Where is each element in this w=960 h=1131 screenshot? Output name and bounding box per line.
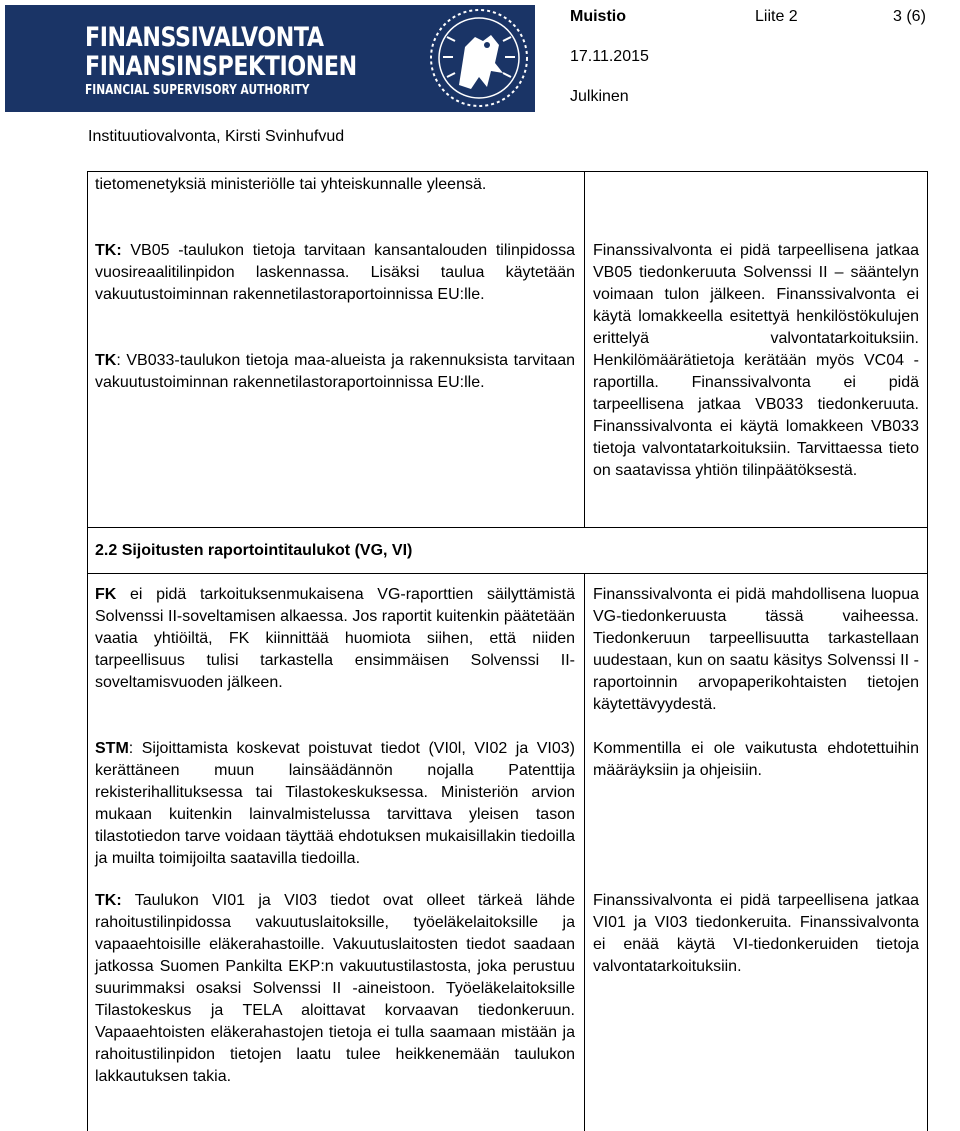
row2-right-cell [593,240,919,482]
logo-line-english: FINANCIAL SUPERVISORY AUTHORITY [85,83,310,98]
column-divider-top [584,171,585,527]
page-number: 3 (6) [893,8,926,25]
comment-text: : VB033-taulukon tietoja maa-alueista ja rakennuksista tarvitaan vakuutustoiminnan rakennetilastoraportoinnissa EU:lle. [95,352,575,391]
fiva-response-vb05-vb033: Finanssivalvonta ei pidä tarpeellisena jatkaa VB05 tiedonkeruuta Solvenssi II – sääntelyn voimaan tulon jälkeen. Finanssivalvonta ei käytä lomakkeella esitettyä henkilöstökulujen erittelyä valvontatarkoituksiin. Henkilömäärätietoja kerätään myös VC04 -raportilla. Finanssivalvonta ei pidä tarpeellisena jatkaa VB033 tiedonkeruuta. Finanssivalvonta ei käytä lomakkeen VB033 tietoja valvontatarkoituksiin. Tarvittaessa tieto on saatavissa yhtiön tilinpäätöksestä. [593,242,919,479]
document-type: Muistio [570,8,626,25]
lion-crest-icon [425,7,533,110]
author-line: Instituutiovalvonta, Kirsti Svinhufvud [88,128,345,145]
row2-left-cell [95,240,575,394]
column-divider-bottom [584,573,585,1131]
commenter-label: FK [95,586,117,603]
table-border-right [927,171,928,1131]
document-date: 17.11.2015 [570,48,649,65]
row3-right-cell [593,584,919,716]
table-border-top [87,171,928,172]
commenter-label: TK [95,352,117,369]
logo-line-swedish: FINANSINSPEKTIONEN [85,51,357,82]
fiva-response-vi: Finanssivalvonta ei pidä tarpeellisena jatkaa VI01 ja VI03 tiedonkeruita. Finanssivalvonta ei enää käytä VI-tiedonkeruiden tietoja valvontatarkoituksiin. [593,892,919,975]
comment-text: ei pidä tarkoituksenmukaisena VG-raporttien säilyttämistä Solvenssi II-soveltamisen alkaessa. Jos raportit kuitenkin päätetään vaatia yhtiöiltä, FK kiinnittää huomiota siihen, että niiden tarpeellisuus tulisi tarkastella ensimmäisen Solvenssi II-soveltamisvuoden jälkeen. [95,586,575,691]
table-border-left [87,171,88,1131]
commenter-label: STM [95,740,129,757]
comment-text: : Sijoittamista koskevat poistuvat tiedot (VI0l, VI02 ja VI03) kerättäneen muun lainsäädännön nojalla Patenttija rekisterihallituksessa tai Tilastokeskuksessa. Ministeriön arvion mukaan kuitenkin lainvalmistelussa tarvittava yleisen tason tilastotiedon tarve voidaan täyttää ehdotuksen mukaisillakin tiedoilla ja muilta toimijoilta saatavilla tiedoilla. [95,740,575,867]
row5-right-cell [593,890,919,978]
tk-vb05-comment [95,240,575,306]
tk-vi-comment [95,890,575,1088]
logo-line-finnish: FINANSSIVALVONTA [85,22,324,53]
stm-vi-comment [95,738,575,870]
fk-vg-comment [95,584,575,694]
fiva-response-stm: Kommentilla ei ole vaikutusta ehdotettuihin määräyksiin ja ohjeisiin. [593,740,919,779]
authority-logo [5,5,535,112]
commenter-label: TK: [95,892,122,909]
comment-text: VB05 -taulukon tietoja tarvitaan kansantalouden tilinpidossa vuosireaalitilinpidon laskennassa. Lisäksi taulua käytetään vakuutustoiminnan rakennetilastoraportoinnissa EU:lle. [95,242,575,303]
fiva-response-vg: Finanssivalvonta ei pidä mahdollisena luopua VG-tiedonkeruusta tässä vaiheessa. Tiedonkeruun tarpeellisuutta tarkastellaan uudestaan, kun on saatu käsitys Solvenssi II - raportoinnin arvopaperikohtaisten tietojen käytettävyydestä. [593,586,919,713]
section-heading: 2.2 Sijoitusten raportointitaulukot (VG, VI) [95,542,413,559]
row3-left-cell [95,584,575,694]
row1-left-text: tietomenetyksiä ministeriölle tai yhteiskunnalle yleensä. [95,176,487,193]
row-divider-section-top [87,527,928,528]
comment-text: Taulukon VI01 ja VI03 tiedot ovat olleet tärkeä lähde rahoitustilinpidossa vakuutuslaitoksille, työeläkelaitoksille ja vapaaehtoisille eläkerahastoille. Vakuutuslaitosten tiedot saadaan jatkossa Suomen Pankilta EKP:n vakuutustilastosta, joka perustuu suurimmaksi osaksi Solvenssi II -aineistoon. Työeläkelaitoksille Tilastokeskus ja TELA aloittavat korvaavan tiedonkeruun. Vapaaehtoisten eläkerahastojen tietoja ei tulla saamaan mistään ja rahoitustilinpidon tietojen laatu tulee heikkenemään taulukon lakkautuksen takia. [95,892,575,1085]
tk-vb033-comment [95,350,575,394]
attachment-label: Liite 2 [755,8,798,25]
row-divider-section-bottom [87,573,928,574]
commenter-label: TK: [95,242,122,259]
row4-right-cell [593,738,919,782]
row4-left-cell [95,738,575,870]
row1-left-cell [95,174,575,196]
logo-wordmark [85,23,416,101]
classification-label: Julkinen [570,88,629,105]
row5-left-cell [95,890,575,1088]
